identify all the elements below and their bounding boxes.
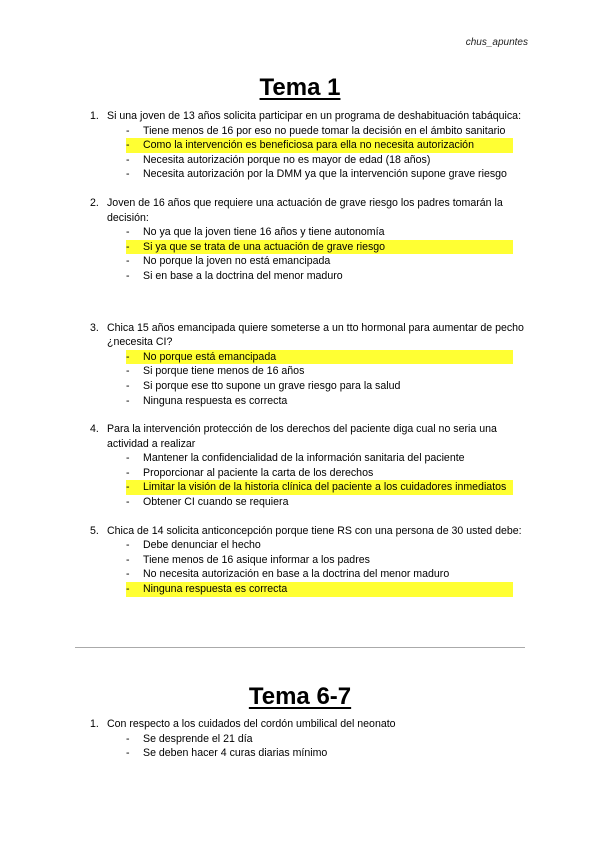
- answer-option: [90, 538, 530, 553]
- question-text-block: [90, 422, 530, 451]
- answer-option-text: Si ya que se trata de una actuación de grave riesgo: [143, 240, 386, 253]
- question-number: 5.: [90, 524, 99, 537]
- dash-bullet-icon: -: [126, 394, 130, 407]
- question: [90, 109, 530, 182]
- question: [90, 196, 530, 284]
- dash-bullet-icon: -: [126, 124, 130, 137]
- dash-bullet-icon: -: [126, 747, 130, 760]
- answer-option-highlighted: [126, 480, 513, 495]
- dash-bullet-icon: -: [126, 153, 130, 166]
- answer-option-text: Se deben hacer 4 curas diarias mínimo: [143, 747, 328, 760]
- answer-option: [90, 364, 530, 379]
- answer-option-text: Si porque tiene menos de 16 años: [143, 365, 305, 378]
- answer-options: [90, 451, 530, 509]
- section-tema-1: [90, 109, 530, 611]
- answer-options: [90, 225, 530, 283]
- dash-bullet-icon: -: [126, 553, 130, 566]
- answer-option-text: Si en base a la doctrina del menor maduro: [143, 269, 343, 282]
- dash-bullet-icon: -: [126, 732, 130, 745]
- answer-option: [90, 495, 530, 510]
- section-divider: [75, 647, 525, 648]
- dash-bullet-icon: -: [126, 481, 130, 494]
- question-text-block: [90, 196, 530, 225]
- answer-options: [90, 732, 530, 761]
- author-watermark: chus_apuntes: [465, 37, 528, 48]
- dash-bullet-icon: -: [126, 269, 130, 282]
- answer-option: [90, 567, 530, 582]
- answer-option-highlighted: [126, 240, 513, 255]
- answer-option-text: Ninguna respuesta es correcta: [143, 394, 288, 407]
- answer-option: [90, 153, 530, 168]
- dash-bullet-icon: -: [126, 365, 130, 378]
- answer-option: [90, 394, 530, 409]
- answer-options: [90, 350, 530, 408]
- answer-option-text: Necesita autorización por la DMM ya que la intervención supone grave riesgo: [143, 168, 507, 181]
- question-text: Joven de 16 años que requiere una actuación de grave riesgo los padres tomarán la decisión:: [107, 196, 503, 224]
- answer-option-text: Tiene menos de 16 por eso no puede tomar la decisión en el ámbito sanitario: [143, 124, 506, 137]
- dash-bullet-icon: -: [126, 539, 130, 552]
- question-text: Para la intervención protección de los derechos del paciente diga cual no seria una actividad a realizar: [107, 423, 497, 450]
- question-text: Chica 15 años emancipada quiere someterse a un tto hormonal para aumentar de pecho ¿necesita CI?: [107, 321, 524, 349]
- question-text-block: [90, 524, 530, 539]
- question-text-block: [90, 321, 530, 350]
- dash-bullet-icon: -: [126, 466, 130, 479]
- answer-option-text: Limitar la visión de la historia clínica del paciente a los cuidadores inmediatos: [143, 481, 507, 494]
- question-number: 1.: [90, 718, 99, 730]
- answer-options: [90, 124, 530, 182]
- answer-option: [90, 225, 530, 240]
- answer-option-text: Obtener CI cuando se requiera: [143, 496, 289, 509]
- answer-option-text: Necesita autorización porque no es mayor de edad (18 años): [143, 153, 431, 166]
- question-number: 2.: [90, 196, 99, 209]
- answer-option: [90, 167, 530, 182]
- question: [90, 422, 530, 510]
- dash-bullet-icon: -: [126, 452, 130, 465]
- answer-option: [90, 553, 530, 568]
- answer-option-text: Se desprende el 21 día: [143, 732, 253, 745]
- answer-option-highlighted: [126, 350, 513, 365]
- answer-option-text: Como la intervención es beneficiosa para ella no necesita autorización: [143, 139, 474, 152]
- dash-bullet-icon: -: [126, 255, 130, 268]
- section-title-tema-1: Tema 1: [259, 74, 341, 101]
- answer-option-highlighted: [126, 582, 513, 597]
- answer-option-highlighted: [126, 138, 513, 153]
- answer-option: [90, 732, 530, 747]
- answer-option: [90, 466, 530, 481]
- answer-options: [90, 538, 530, 596]
- question: [90, 524, 530, 597]
- dash-bullet-icon: -: [126, 226, 130, 239]
- question-text-block: [90, 717, 530, 732]
- dash-bullet-icon: -: [126, 168, 130, 181]
- question-number: 1.: [90, 110, 99, 122]
- section-title-tema-6-7: Tema 6-7: [248, 683, 352, 710]
- question: [90, 717, 530, 761]
- question-text-block: [90, 109, 530, 124]
- question: [90, 321, 530, 409]
- answer-option-text: Mantener la confidencialidad de la información sanitaria del paciente: [143, 452, 465, 465]
- answer-option-text: Tiene menos de 16 asique informar a los padres: [143, 553, 370, 566]
- answer-option: [90, 269, 530, 284]
- question-number: 4.: [90, 423, 99, 436]
- answer-option: [90, 379, 530, 394]
- answer-option-text: No ya que la joven tiene 16 años y tiene autonomía: [143, 226, 385, 239]
- question-number: 3.: [90, 321, 99, 334]
- answer-option-text: Ninguna respuesta es correcta: [143, 583, 288, 596]
- question-text: Chica de 14 solicita anticoncepción porque tiene RS con una persona de 30 usted debe:: [107, 524, 522, 537]
- dash-bullet-icon: -: [126, 139, 130, 152]
- dash-bullet-icon: -: [126, 583, 130, 596]
- answer-option-text: Si porque ese tto supone un grave riesgo para la salud: [143, 379, 401, 392]
- answer-option: [90, 254, 530, 269]
- dash-bullet-icon: -: [126, 240, 130, 253]
- dash-bullet-icon: -: [126, 568, 130, 581]
- answer-option: [90, 746, 530, 761]
- question-text: Si una joven de 13 años solicita participar en un programa de deshabituación tabáquica:: [107, 110, 522, 122]
- dash-bullet-icon: -: [126, 379, 130, 392]
- section-tema-6-7: [90, 717, 530, 775]
- answer-option-text: Proporcionar al paciente la carta de los derechos: [143, 466, 374, 479]
- question-text: Con respecto a los cuidados del cordón umbilical del neonato: [107, 718, 396, 730]
- dash-bullet-icon: -: [126, 496, 130, 509]
- answer-option-text: No necesita autorización en base a la doctrina del menor maduro: [143, 568, 450, 581]
- answer-option-text: Debe denunciar el hecho: [143, 539, 261, 552]
- answer-option-text: No porque está emancipada: [143, 350, 277, 363]
- dash-bullet-icon: -: [126, 350, 130, 363]
- answer-option: [90, 124, 530, 139]
- answer-option: [90, 451, 530, 466]
- answer-option-text: No porque la joven no está emancipada: [143, 255, 331, 268]
